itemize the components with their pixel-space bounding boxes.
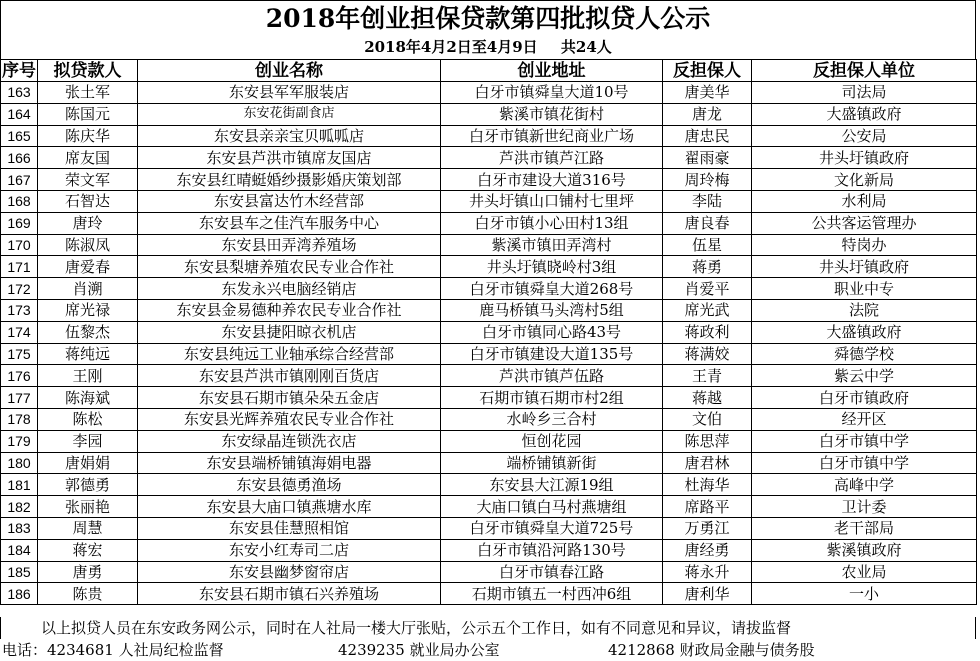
cell-borrower: 石智达 <box>38 190 138 212</box>
cell-serial: 163 <box>1 82 38 104</box>
cell-guarantor: 唐良春 <box>663 212 752 234</box>
cell-guarantor: 唐经勇 <box>663 539 752 561</box>
cell-guarantor-unit: 井头圩镇政府 <box>752 256 977 278</box>
cell-business-name: 东安县捷阳晾衣机店 <box>138 321 441 343</box>
cell-business-name: 东安县大庙口镇燕塘水库 <box>138 496 441 518</box>
cell-guarantor: 蒋政利 <box>663 321 752 343</box>
cell-serial: 186 <box>1 583 38 605</box>
cell-business-name: 东安县佳慧照相馆 <box>138 517 441 539</box>
cell-business-name: 东安县金易德种养农民专业合作社 <box>138 299 441 321</box>
cell-business-name: 东安县石期市镇朵朵五金店 <box>138 387 441 409</box>
cell-serial: 167 <box>1 169 38 191</box>
cell-borrower: 唐娟娟 <box>38 452 138 474</box>
cell-business-name: 东安县梨塘养殖农民专业合作社 <box>138 256 441 278</box>
cell-business-name: 东安县车之佳汽车服务中心 <box>138 212 441 234</box>
cell-guarantor-unit: 白牙市镇中学 <box>752 452 977 474</box>
cell-borrower: 陈庆华 <box>38 125 138 147</box>
cell-business-name: 东安县石期市镇石兴养殖场 <box>138 583 441 605</box>
cell-guarantor-unit: 紫云中学 <box>752 365 977 387</box>
page-title: 2018年创业担保贷款第四批拟贷人公示 <box>0 0 976 36</box>
table-row <box>1 82 977 104</box>
cell-guarantor: 唐君林 <box>663 452 752 474</box>
cell-business-address: 井头圩镇晓岭村3组 <box>441 256 663 278</box>
cell-borrower: 荣文军 <box>38 169 138 191</box>
header-guarantor-unit: 反担保人单位 <box>752 60 977 82</box>
cell-business-address: 白牙市镇新世纪商业广场 <box>441 125 663 147</box>
cell-business-address: 东安县大江源19组 <box>441 474 663 496</box>
cell-borrower: 蒋宏 <box>38 539 138 561</box>
cell-business-address: 石期市镇五一村西冲6组 <box>441 583 663 605</box>
cell-borrower: 唐勇 <box>38 561 138 583</box>
table-row <box>1 387 977 409</box>
cell-guarantor-unit: 大盛镇政府 <box>752 103 977 125</box>
cell-borrower: 蒋纯远 <box>38 343 138 365</box>
cell-business-address: 白牙市建设大道316号 <box>441 169 663 191</box>
cell-serial: 173 <box>1 299 38 321</box>
cell-business-name: 东安县纯远工业轴承综合经营部 <box>138 343 441 365</box>
cell-serial: 180 <box>1 452 38 474</box>
table-row <box>1 190 977 212</box>
cell-business-address: 大庙口镇白马村燕塘组 <box>441 496 663 518</box>
cell-guarantor-unit: 农业局 <box>752 561 977 583</box>
cell-borrower: 肖溯 <box>38 278 138 300</box>
cell-guarantor: 唐忠民 <box>663 125 752 147</box>
table-row <box>1 496 977 518</box>
table-row <box>1 321 977 343</box>
cell-serial: 184 <box>1 539 38 561</box>
cell-borrower: 王刚 <box>38 365 138 387</box>
cell-guarantor-unit: 卫计委 <box>752 496 977 518</box>
cell-business-address: 白牙市镇建设大道135号 <box>441 343 663 365</box>
cell-borrower: 陈国元 <box>38 103 138 125</box>
cell-business-address: 恒创花园 <box>441 430 663 452</box>
cell-guarantor: 杜海华 <box>663 474 752 496</box>
cell-borrower: 张土军 <box>38 82 138 104</box>
cell-borrower: 周慧 <box>38 517 138 539</box>
applicant-table <box>0 59 977 605</box>
cell-guarantor: 席路平 <box>663 496 752 518</box>
cell-guarantor-unit: 舜德学校 <box>752 343 977 365</box>
header-borrower: 拟贷款人 <box>38 60 138 82</box>
cell-guarantor: 周玲梅 <box>663 169 752 191</box>
table-row <box>1 278 977 300</box>
cell-guarantor: 肖爱平 <box>663 278 752 300</box>
date-range: 2018年4月2日至4月9日 <box>364 38 538 56</box>
contact-line <box>0 639 976 661</box>
cell-borrower: 唐爱春 <box>38 256 138 278</box>
cell-serial: 178 <box>1 408 38 430</box>
table-row <box>1 103 977 125</box>
cell-serial: 174 <box>1 321 38 343</box>
cell-serial: 176 <box>1 365 38 387</box>
cell-guarantor-unit: 法院 <box>752 299 977 321</box>
cell-business-name: 东安县光辉养殖农民专业合作社 <box>138 408 441 430</box>
cell-borrower: 郭德勇 <box>38 474 138 496</box>
cell-business-name: 东安花街副食店 <box>138 103 441 125</box>
cell-business-name: 东安县富达竹木经营部 <box>138 190 441 212</box>
cell-guarantor-unit: 白牙市镇中学 <box>752 430 977 452</box>
table-row <box>1 234 977 256</box>
cell-serial: 183 <box>1 517 38 539</box>
cell-serial: 170 <box>1 234 38 256</box>
table-row <box>1 365 977 387</box>
cell-business-name: 东安小红寿司二店 <box>138 539 441 561</box>
cell-guarantor: 唐美华 <box>663 82 752 104</box>
cell-business-name: 东安县德勇渔场 <box>138 474 441 496</box>
cell-business-address: 鹿马桥镇马头湾村5组 <box>441 299 663 321</box>
cell-serial: 181 <box>1 474 38 496</box>
cell-serial: 165 <box>1 125 38 147</box>
cell-business-address: 白牙市镇舜皇大道268号 <box>441 278 663 300</box>
cell-business-name: 东发永兴电脑经销店 <box>138 278 441 300</box>
cell-guarantor: 翟雨豪 <box>663 147 752 169</box>
total-count: 共24人 <box>560 38 612 56</box>
cell-guarantor-unit: 文化新局 <box>752 169 977 191</box>
contact-phone-2: 4239235 就业局办公室 <box>338 641 500 659</box>
cell-business-address: 白牙市镇小心田村13组 <box>441 212 663 234</box>
table-row <box>1 583 977 605</box>
cell-guarantor-unit: 大盛镇政府 <box>752 321 977 343</box>
notice-text: 以上拟贷人员在东安政务网公示，同时在人社局一楼大厅张贴，公示五个工作日，如有不同意见和异议，请拔监督 <box>0 617 976 639</box>
cell-borrower: 陈海斌 <box>38 387 138 409</box>
cell-guarantor-unit: 井头圩镇政府 <box>752 147 977 169</box>
cell-business-name: 东安县芦洪市镇刚刚百货店 <box>138 365 441 387</box>
cell-guarantor: 万勇江 <box>663 517 752 539</box>
cell-guarantor-unit: 紫溪镇政府 <box>752 539 977 561</box>
header-business-name: 创业名称 <box>138 60 441 82</box>
table-row <box>1 539 977 561</box>
cell-guarantor-unit: 水利局 <box>752 190 977 212</box>
cell-business-address: 白牙市镇舜皇大道725号 <box>441 517 663 539</box>
cell-business-name: 东安县芦洪市镇席友国店 <box>138 147 441 169</box>
cell-guarantor: 蒋永升 <box>663 561 752 583</box>
cell-business-address: 芦洪市镇芦伍路 <box>441 365 663 387</box>
cell-business-address: 紫溪市镇田弄湾村 <box>441 234 663 256</box>
cell-borrower: 唐玲 <box>38 212 138 234</box>
table-row <box>1 212 977 234</box>
cell-serial: 175 <box>1 343 38 365</box>
cell-borrower: 席友国 <box>38 147 138 169</box>
table-row <box>1 147 977 169</box>
cell-business-name: 东安县红晴蜓婚纱摄影婚庆策划部 <box>138 169 441 191</box>
cell-guarantor-unit: 白牙市镇政府 <box>752 387 977 409</box>
cell-business-address: 白牙市镇沿河路130号 <box>441 539 663 561</box>
cell-guarantor: 唐龙 <box>663 103 752 125</box>
cell-borrower: 陈松 <box>38 408 138 430</box>
cell-business-name: 东安县幽梦窗帘店 <box>138 561 441 583</box>
cell-serial: 182 <box>1 496 38 518</box>
cell-business-address: 水岭乡三合村 <box>441 408 663 430</box>
cell-serial: 171 <box>1 256 38 278</box>
cell-borrower: 陈贵 <box>38 583 138 605</box>
cell-guarantor-unit: 公共客运管理办 <box>752 212 977 234</box>
cell-business-address: 白牙市镇同心路43号 <box>441 321 663 343</box>
cell-guarantor: 席光武 <box>663 299 752 321</box>
cell-guarantor-unit: 经开区 <box>752 408 977 430</box>
contact-phone-1: 电话：4234681 人社局纪检监督 <box>2 641 224 659</box>
cell-serial: 177 <box>1 387 38 409</box>
table-row <box>1 408 977 430</box>
cell-business-address: 紫溪市镇花街村 <box>441 103 663 125</box>
table-header-row <box>1 60 977 82</box>
header-serial: 序号 <box>2 60 36 81</box>
cell-borrower: 陈淑凤 <box>38 234 138 256</box>
table-row <box>1 299 977 321</box>
cell-business-address: 端桥铺镇新街 <box>441 452 663 474</box>
cell-guarantor-unit: 高峰中学 <box>752 474 977 496</box>
cell-serial: 166 <box>1 147 38 169</box>
header-business-address: 创业地址 <box>441 60 663 82</box>
cell-guarantor-unit: 司法局 <box>752 82 977 104</box>
cell-guarantor-unit: 一小 <box>752 583 977 605</box>
cell-business-address: 芦洪市镇芦江路 <box>441 147 663 169</box>
header-guarantor: 反担保人 <box>663 60 752 82</box>
cell-borrower: 席光禄 <box>38 299 138 321</box>
cell-business-address: 石期市镇石期市村2组 <box>441 387 663 409</box>
cell-business-name: 东安绿晶连锁洗衣店 <box>138 430 441 452</box>
cell-guarantor: 蒋勇 <box>663 256 752 278</box>
cell-guarantor: 李陆 <box>663 190 752 212</box>
cell-guarantor: 陈思萍 <box>663 430 752 452</box>
subtitle-row <box>0 36 976 59</box>
table-row <box>1 343 977 365</box>
cell-guarantor: 蒋越 <box>663 387 752 409</box>
cell-business-address: 白牙市镇舜皇大道10号 <box>441 82 663 104</box>
table-row <box>1 125 977 147</box>
cell-serial: 169 <box>1 212 38 234</box>
cell-business-address: 白牙市镇春江路 <box>441 561 663 583</box>
contact-phone-3: 4212868 财政局金融与债务股 <box>608 641 815 659</box>
cell-business-address: 井头圩镇山口铺村七里坪 <box>441 190 663 212</box>
table-row <box>1 452 977 474</box>
cell-serial: 179 <box>1 430 38 452</box>
table-row <box>1 256 977 278</box>
cell-serial: 164 <box>1 103 38 125</box>
cell-borrower: 伍黎杰 <box>38 321 138 343</box>
cell-business-name: 东安县军军服装店 <box>138 82 441 104</box>
cell-guarantor: 文伯 <box>663 408 752 430</box>
cell-guarantor: 王青 <box>663 365 752 387</box>
cell-guarantor: 蒋满姣 <box>663 343 752 365</box>
cell-guarantor: 伍星 <box>663 234 752 256</box>
cell-business-name: 东安县端桥铺镇海娟电器 <box>138 452 441 474</box>
cell-guarantor-unit: 职业中专 <box>752 278 977 300</box>
cell-business-name: 东安县田弄湾养殖场 <box>138 234 441 256</box>
cell-guarantor-unit: 特岗办 <box>752 234 977 256</box>
cell-serial: 172 <box>1 278 38 300</box>
cell-guarantor-unit: 公安局 <box>752 125 977 147</box>
cell-borrower: 张丽艳 <box>38 496 138 518</box>
cell-borrower: 李园 <box>38 430 138 452</box>
cell-guarantor-unit: 老干部局 <box>752 517 977 539</box>
cell-serial: 185 <box>1 561 38 583</box>
table-row <box>1 430 977 452</box>
table-body <box>1 82 977 605</box>
cell-guarantor: 唐利华 <box>663 583 752 605</box>
cell-serial: 168 <box>1 190 38 212</box>
table-row <box>1 517 977 539</box>
table-row <box>1 561 977 583</box>
table-row <box>1 474 977 496</box>
table-row <box>1 169 977 191</box>
cell-business-name: 东安县亲亲宝贝呱呱店 <box>138 125 441 147</box>
